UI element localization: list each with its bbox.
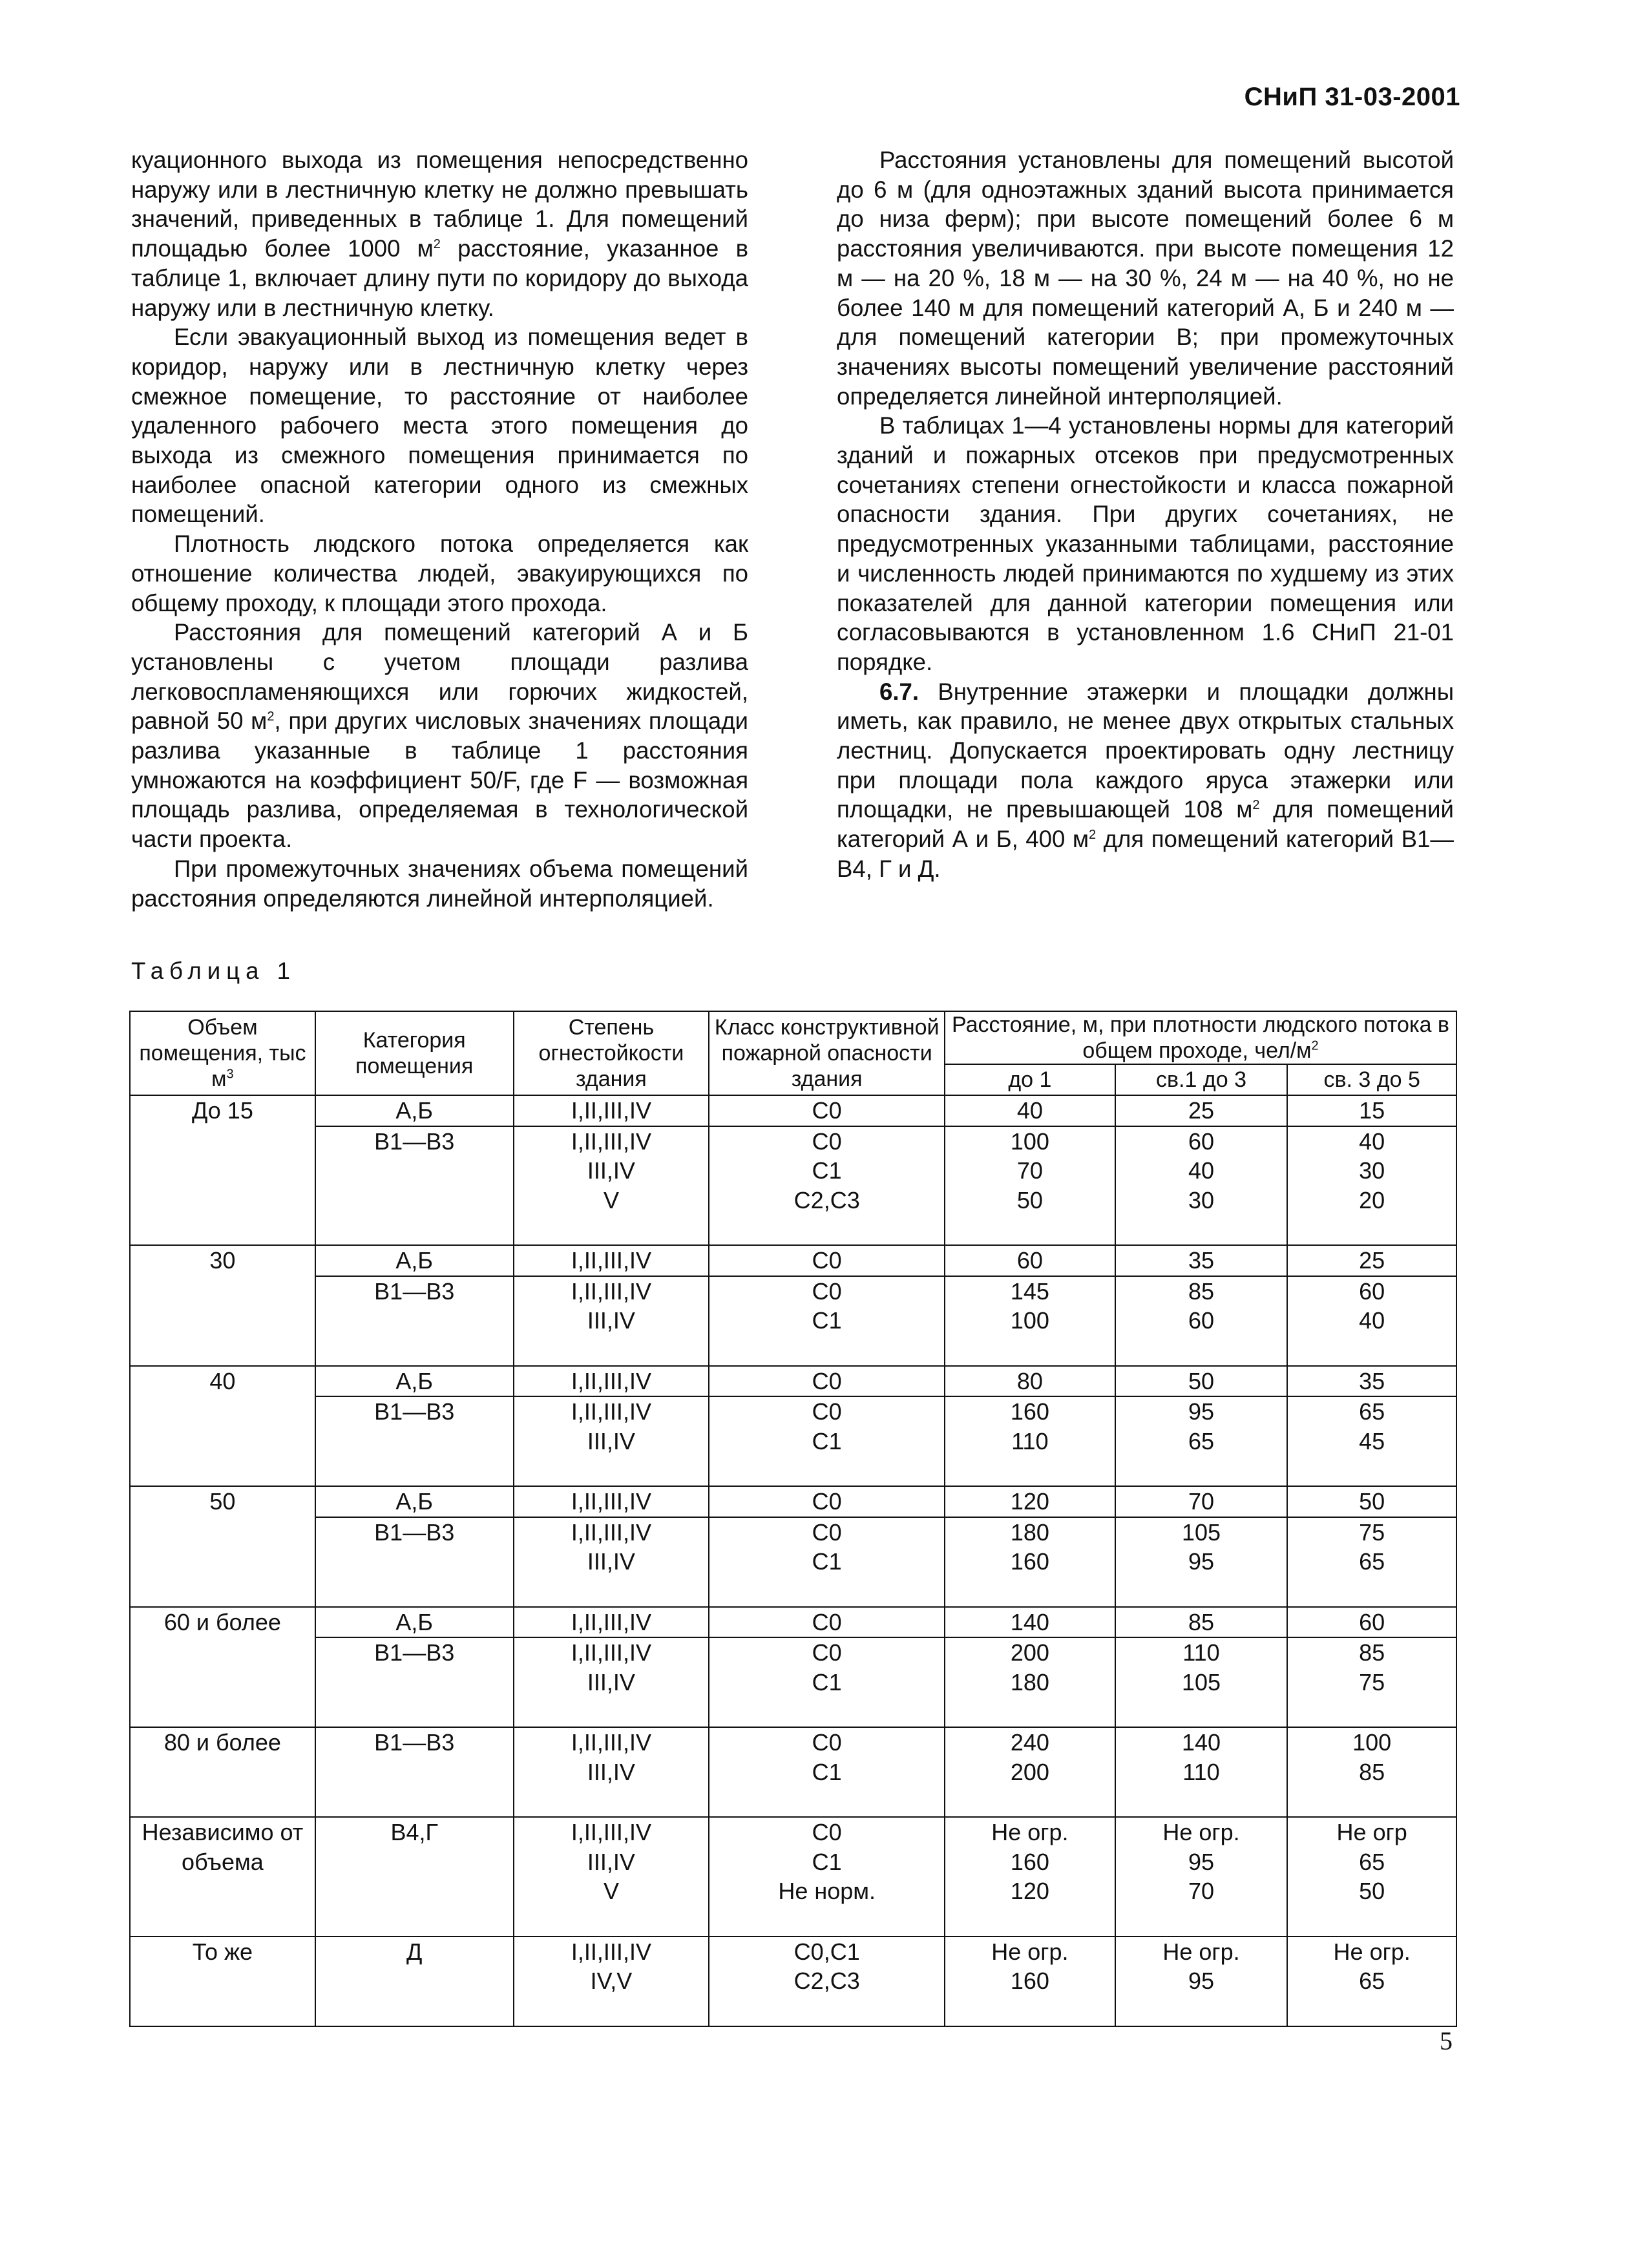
- table-1: [129, 1011, 1457, 2027]
- d1-cell: [945, 1607, 1115, 1638]
- cell-value: 15: [1359, 1097, 1385, 1124]
- cell-value: 70: [1188, 1488, 1215, 1515]
- cell-value: 140: [1181, 1729, 1221, 1756]
- header-density-1: до 1: [945, 1064, 1115, 1095]
- cell-value: I,II,III,IV: [571, 1518, 651, 1546]
- cls-cell: [709, 1727, 945, 1817]
- category-cell: Д: [315, 1937, 514, 2026]
- cell-value: I,II,III,IV: [571, 1488, 651, 1515]
- d1-cell: [945, 1517, 1115, 1607]
- left-text-column: [131, 145, 748, 913]
- d3-cell: [1287, 1366, 1456, 1397]
- table-row: [130, 1727, 1456, 1817]
- cell-value: 140: [1010, 1608, 1049, 1635]
- category-cell: В1—В3: [315, 1727, 514, 1817]
- clause-number: 6.7.: [879, 678, 919, 705]
- table-row: [130, 1817, 1456, 1937]
- cell-value: 65: [1359, 1968, 1385, 1994]
- cls-cell: [709, 1366, 945, 1397]
- cell-value: 40: [1359, 1307, 1385, 1334]
- table-row: [130, 1607, 1456, 1638]
- cell-value: 160: [1010, 1848, 1049, 1875]
- table-row: [130, 1937, 1456, 2026]
- d1-cell: [945, 1727, 1115, 1817]
- paragraph: В таблицах 1—4 установлены нормы для категорий зданий и пожарных отсеков при предусмотренных сочетаниях степени огнестойкости и класса пожарной опасности здания. При других сочетаниях, не предусмотренных указанными таблицами, расстояние и численность людей принимаются по худшему из этих показателей для данной категории помещения или согласовываются в установленном 1.6 СНиП 21-01 порядке.: [837, 412, 1454, 675]
- d2-cell: [1115, 1276, 1288, 1366]
- cell-value: 160: [1010, 1398, 1049, 1425]
- cell-value: 35: [1359, 1367, 1385, 1394]
- cell-value: 70: [1016, 1157, 1043, 1184]
- category-cell: В1—В3: [315, 1276, 514, 1366]
- paragraph: Расстояния для помещений категорий А и Б установлены с учетом площади разлива легковоспламеняющихся или горючих жидкостей, равной 50 $м^2$, при других числовых значениях площади разлива указанные в таблице 1 расстояния умножаются на коэффициент 50/F, где F — возможная площадь разлива, определяемая в технологической части проекта.: [131, 619, 748, 853]
- res-cell: [514, 1276, 709, 1366]
- d3-cell: [1287, 1245, 1456, 1276]
- d2-cell: [1115, 1366, 1288, 1397]
- cell-value: 25: [1188, 1097, 1215, 1124]
- d1-cell: [945, 1095, 1115, 1126]
- d2-cell: [1115, 1126, 1288, 1246]
- d3-cell: [1287, 1095, 1456, 1126]
- res-cell: [514, 1486, 709, 1517]
- cell-value: IV,V: [590, 1968, 633, 1994]
- cell-value: I,II,III,IV: [571, 1729, 651, 1756]
- d2-cell: [1115, 1937, 1288, 2026]
- cell-value: Не огр.: [1162, 1819, 1240, 1845]
- d1-cell: [945, 1637, 1115, 1727]
- cell-value: С2,С3: [793, 1186, 860, 1213]
- d3-cell: [1287, 1637, 1456, 1727]
- cell-value: 85: [1359, 1758, 1385, 1785]
- table-row: [130, 1126, 1456, 1246]
- cell-value: 50: [1188, 1367, 1215, 1394]
- res-cell: [514, 1607, 709, 1638]
- cell-value: 40: [1359, 1128, 1385, 1155]
- cell-value: I,II,III,IV: [571, 1128, 651, 1155]
- volume-cell: 30: [130, 1245, 315, 1366]
- d3-cell: [1287, 1396, 1456, 1486]
- cell-value: Не огр.: [991, 1938, 1069, 1965]
- cell-value: С1: [812, 1548, 842, 1575]
- document-code: СНиП 31-03-2001: [1244, 83, 1460, 111]
- volume-cell: 50: [130, 1486, 315, 1607]
- res-cell: [514, 1727, 709, 1817]
- paragraph: Плотность людского потока определяется как отношение количества людей, эвакуирующихся по общему проходу, к площади этого прохода.: [131, 530, 748, 616]
- cell-value: 110: [1182, 1639, 1220, 1666]
- res-cell: [514, 1396, 709, 1486]
- category-cell: В1—В3: [315, 1126, 514, 1246]
- table-row: [130, 1366, 1456, 1397]
- cls-cell: [709, 1607, 945, 1638]
- cell-value: С0: [812, 1367, 842, 1394]
- cell-value: 25: [1359, 1247, 1385, 1274]
- cell-value: V: [603, 1878, 619, 1904]
- cell-value: 85: [1188, 1277, 1215, 1305]
- cell-value: 110: [1182, 1758, 1220, 1785]
- category-cell: А,Б: [315, 1245, 514, 1276]
- cell-value: 20: [1359, 1186, 1385, 1213]
- cell-value: 60: [1359, 1608, 1385, 1635]
- res-cell: [514, 1126, 709, 1246]
- cell-value: С0: [812, 1398, 842, 1425]
- cell-value: III,IV: [587, 1307, 635, 1334]
- cell-value: 100: [1010, 1128, 1049, 1155]
- cell-value: 160: [1010, 1548, 1049, 1575]
- cell-value: 95: [1188, 1548, 1215, 1575]
- table-row: [130, 1517, 1456, 1607]
- cell-value: I,II,III,IV: [571, 1367, 651, 1394]
- cell-value: 60: [1188, 1128, 1215, 1155]
- paragraph: куационного выхода из помещения непосредственно наружу или в лестничную клетку не должно превышать значений, приведенных в таблице 1. Для помещений площадью более 1000 $м^2$ расстояние, указанное в таблице 1, включает длину пути по коридору до выхода наружу или в лестничную клетку.: [131, 147, 748, 321]
- cell-value: С1: [812, 1307, 842, 1334]
- res-cell: [514, 1366, 709, 1397]
- cell-value: 50: [1016, 1186, 1043, 1213]
- cell-value: С0,С1: [793, 1938, 860, 1965]
- cls-cell: [709, 1245, 945, 1276]
- cls-cell: [709, 1095, 945, 1126]
- volume-cell: То же: [130, 1937, 315, 2026]
- volume-cell: Независимо от объема: [130, 1817, 315, 1937]
- d1-cell: [945, 1396, 1115, 1486]
- cell-value: 80: [1016, 1367, 1043, 1394]
- cell-value: 85: [1188, 1608, 1215, 1635]
- right-text-column: [837, 145, 1454, 884]
- volume-cell: До 15: [130, 1095, 315, 1245]
- cell-value: Не огр.: [1333, 1938, 1411, 1965]
- cell-value: 200: [1010, 1758, 1049, 1785]
- volume-cell: 40: [130, 1366, 315, 1487]
- res-cell: [514, 1637, 709, 1727]
- cell-value: С0: [812, 1518, 842, 1546]
- cell-value: 30: [1188, 1186, 1215, 1213]
- cell-value: С0: [812, 1608, 842, 1635]
- cell-value: 100: [1010, 1307, 1049, 1334]
- cell-value: 180: [1010, 1668, 1049, 1696]
- header-density-2: св.1 до 3: [1115, 1064, 1288, 1095]
- cell-value: I,II,III,IV: [571, 1639, 651, 1666]
- d2-cell: [1115, 1727, 1288, 1817]
- cell-value: I,II,III,IV: [571, 1097, 651, 1124]
- cell-value: 65: [1188, 1427, 1215, 1454]
- cell-value: С0: [812, 1819, 842, 1845]
- d2-cell: [1115, 1607, 1288, 1638]
- d3-cell: [1287, 1276, 1456, 1366]
- volume-cell: 60 и более: [130, 1607, 315, 1728]
- cell-value: 60: [1188, 1307, 1215, 1334]
- cell-value: 65: [1359, 1398, 1385, 1425]
- cell-value: 180: [1010, 1518, 1049, 1546]
- cell-value: С1: [812, 1157, 842, 1184]
- d3-cell: [1287, 1727, 1456, 1817]
- table-row: [130, 1396, 1456, 1486]
- cell-value: С1: [812, 1427, 842, 1454]
- cell-value: Не норм.: [778, 1878, 876, 1904]
- cell-value: С2,С3: [793, 1968, 860, 1994]
- d3-cell: [1287, 1126, 1456, 1246]
- cell-value: Не огр.: [1162, 1938, 1240, 1965]
- category-cell: В1—В3: [315, 1517, 514, 1607]
- category-cell: А,Б: [315, 1095, 514, 1126]
- d2-cell: [1115, 1396, 1288, 1486]
- cell-value: 110: [1011, 1427, 1049, 1454]
- cell-value: 65: [1359, 1848, 1385, 1875]
- cell-value: 40: [1188, 1157, 1215, 1184]
- page-number: 5: [1440, 2026, 1453, 2055]
- d1-cell: [945, 1937, 1115, 2026]
- category-cell: А,Б: [315, 1366, 514, 1397]
- paragraph: Если эвакуационный выход из помещения ведет в коридор, наружу или в лестничную клетку через смежное помещение, то расстояние от наиболее удаленного рабочего места этого помещения до выхода из смежного помещения принимается по наиболее опасной категории одного из смежных помещений.: [131, 324, 748, 528]
- cell-value: 95: [1188, 1848, 1215, 1875]
- cell-value: 35: [1188, 1247, 1215, 1274]
- cell-value: 95: [1188, 1968, 1215, 1994]
- header-density-3: св. 3 до 5: [1287, 1064, 1456, 1095]
- category-cell: А,Б: [315, 1486, 514, 1517]
- category-cell: В1—В3: [315, 1396, 514, 1486]
- d3-cell: [1287, 1937, 1456, 2026]
- cell-value: 120: [1010, 1488, 1049, 1515]
- header-category: Категория помещения: [315, 1011, 514, 1095]
- res-cell: [514, 1817, 709, 1937]
- cell-value: 240: [1010, 1729, 1049, 1756]
- volume-cell: 80 и более: [130, 1727, 315, 1817]
- cell-value: 160: [1010, 1968, 1049, 1994]
- cell-value: Не огр: [1336, 1819, 1407, 1845]
- header-fire-resistance: Степень огнестойкости здания: [514, 1011, 709, 1095]
- cell-value: С0: [812, 1277, 842, 1305]
- cell-value: 50: [1359, 1878, 1385, 1904]
- d3-cell: [1287, 1486, 1456, 1517]
- cls-cell: [709, 1517, 945, 1607]
- table-row: [130, 1637, 1456, 1727]
- res-cell: [514, 1245, 709, 1276]
- d2-cell: [1115, 1817, 1288, 1937]
- category-cell: В1—В3: [315, 1637, 514, 1727]
- cell-value: I,II,III,IV: [571, 1277, 651, 1305]
- d2-cell: [1115, 1637, 1288, 1727]
- cell-value: 75: [1359, 1668, 1385, 1696]
- res-cell: [514, 1937, 709, 2026]
- cls-cell: [709, 1817, 945, 1937]
- header-volume: Объем помещения, тыс $м^3$: [130, 1011, 315, 1095]
- cell-value: С0: [812, 1729, 842, 1756]
- d1-cell: [945, 1366, 1115, 1397]
- cell-value: 60: [1016, 1247, 1043, 1274]
- cell-value: 95: [1188, 1398, 1215, 1425]
- cls-cell: [709, 1937, 945, 2026]
- cell-value: I,II,III,IV: [571, 1819, 651, 1845]
- cell-value: С0: [812, 1128, 842, 1155]
- header-fire-class: Класс конструктивной пожарной опасности здания: [709, 1011, 945, 1095]
- d2-cell: [1115, 1517, 1288, 1607]
- cell-value: 85: [1359, 1639, 1385, 1666]
- d1-cell: [945, 1817, 1115, 1937]
- table-row: [130, 1095, 1456, 1126]
- cell-value: III,IV: [587, 1427, 635, 1454]
- category-cell: В4,Г: [315, 1817, 514, 1937]
- cls-cell: [709, 1637, 945, 1727]
- cell-value: С1: [812, 1668, 842, 1696]
- cell-value: С0: [812, 1639, 842, 1666]
- cell-value: I,II,III,IV: [571, 1608, 651, 1635]
- cell-value: III,IV: [587, 1758, 635, 1785]
- d2-cell: [1115, 1245, 1288, 1276]
- cell-value: 45: [1359, 1427, 1385, 1454]
- cls-cell: [709, 1276, 945, 1366]
- table-row: [130, 1486, 1456, 1517]
- d1-cell: [945, 1276, 1115, 1366]
- cell-value: 30: [1359, 1157, 1385, 1184]
- cell-value: III,IV: [587, 1848, 635, 1875]
- cell-value: С0: [812, 1097, 842, 1124]
- cell-value: 105: [1181, 1518, 1221, 1546]
- d3-cell: [1287, 1817, 1456, 1937]
- cls-cell: [709, 1126, 945, 1246]
- table-row: [130, 1245, 1456, 1276]
- cell-value: V: [603, 1186, 619, 1213]
- category-cell: А,Б: [315, 1607, 514, 1638]
- cell-value: С0: [812, 1488, 842, 1515]
- cell-value: 75: [1359, 1518, 1385, 1546]
- d3-cell: [1287, 1517, 1456, 1607]
- paragraph-6-7: 6.7. Внутренние этажерки и площадки должны иметь, как правило, не менее двух открытых стальных лестниц. Допускается проектировать одну лестницу при площади пола каждого яруса этажерки или площадки, не превышающей 108 $м^2$ для помещений категорий А и Б, 400 $м^2$ для помещений категорий В1—В4, Г и Д.: [837, 678, 1454, 882]
- cell-value: 120: [1010, 1878, 1049, 1904]
- cls-cell: [709, 1396, 945, 1486]
- cell-value: 40: [1016, 1097, 1043, 1124]
- d1-cell: [945, 1126, 1115, 1246]
- cell-value: 105: [1181, 1668, 1221, 1696]
- cell-value: 200: [1010, 1639, 1049, 1666]
- cell-value: С1: [812, 1848, 842, 1875]
- cell-value: 100: [1352, 1729, 1392, 1756]
- cell-value: I,II,III,IV: [571, 1938, 651, 1965]
- res-cell: [514, 1517, 709, 1607]
- d1-cell: [945, 1245, 1115, 1276]
- cell-value: III,IV: [587, 1668, 635, 1696]
- d2-cell: [1115, 1486, 1288, 1517]
- cell-value: 60: [1359, 1277, 1385, 1305]
- header-distance: Расстояние, м, при плотности людского потока в общем проходе, чел/$м^2$: [945, 1011, 1456, 1064]
- cell-value: I,II,III,IV: [571, 1247, 651, 1274]
- table-row: [130, 1276, 1456, 1366]
- cls-cell: [709, 1486, 945, 1517]
- cell-value: 70: [1188, 1878, 1215, 1904]
- cell-value: I,II,III,IV: [571, 1398, 651, 1425]
- cell-value: 145: [1010, 1277, 1049, 1305]
- cell-value: Не огр.: [991, 1819, 1069, 1845]
- cell-value: С1: [812, 1758, 842, 1785]
- paragraph: Расстояния установлены для помещений высотой до 6 м (для одноэтажных зданий высота принимается до низа ферм); при высоте помещений более 6 м расстояния увеличиваются. при высоте помещения 12 м — на 20 %, 18 м — на 30 %, 24 м — на 40 %, но не более 140 м для помещений категорий А, Б и 240 м — для помещений категории В; при промежуточных значениях высоты помещений увеличение расстояний определяется линейной интерполяцией.: [837, 147, 1454, 410]
- cell-value: 50: [1359, 1488, 1385, 1515]
- table-caption: Таблица 1: [131, 958, 296, 984]
- res-cell: [514, 1095, 709, 1126]
- cell-value: С0: [812, 1247, 842, 1274]
- d2-cell: [1115, 1095, 1288, 1126]
- cell-value: III,IV: [587, 1157, 635, 1184]
- d3-cell: [1287, 1607, 1456, 1638]
- cell-value: 65: [1359, 1548, 1385, 1575]
- cell-value: III,IV: [587, 1548, 635, 1575]
- paragraph: При промежуточных значениях объема помещений расстояния определяются линейной интерполяцией.: [131, 855, 748, 912]
- d1-cell: [945, 1486, 1115, 1517]
